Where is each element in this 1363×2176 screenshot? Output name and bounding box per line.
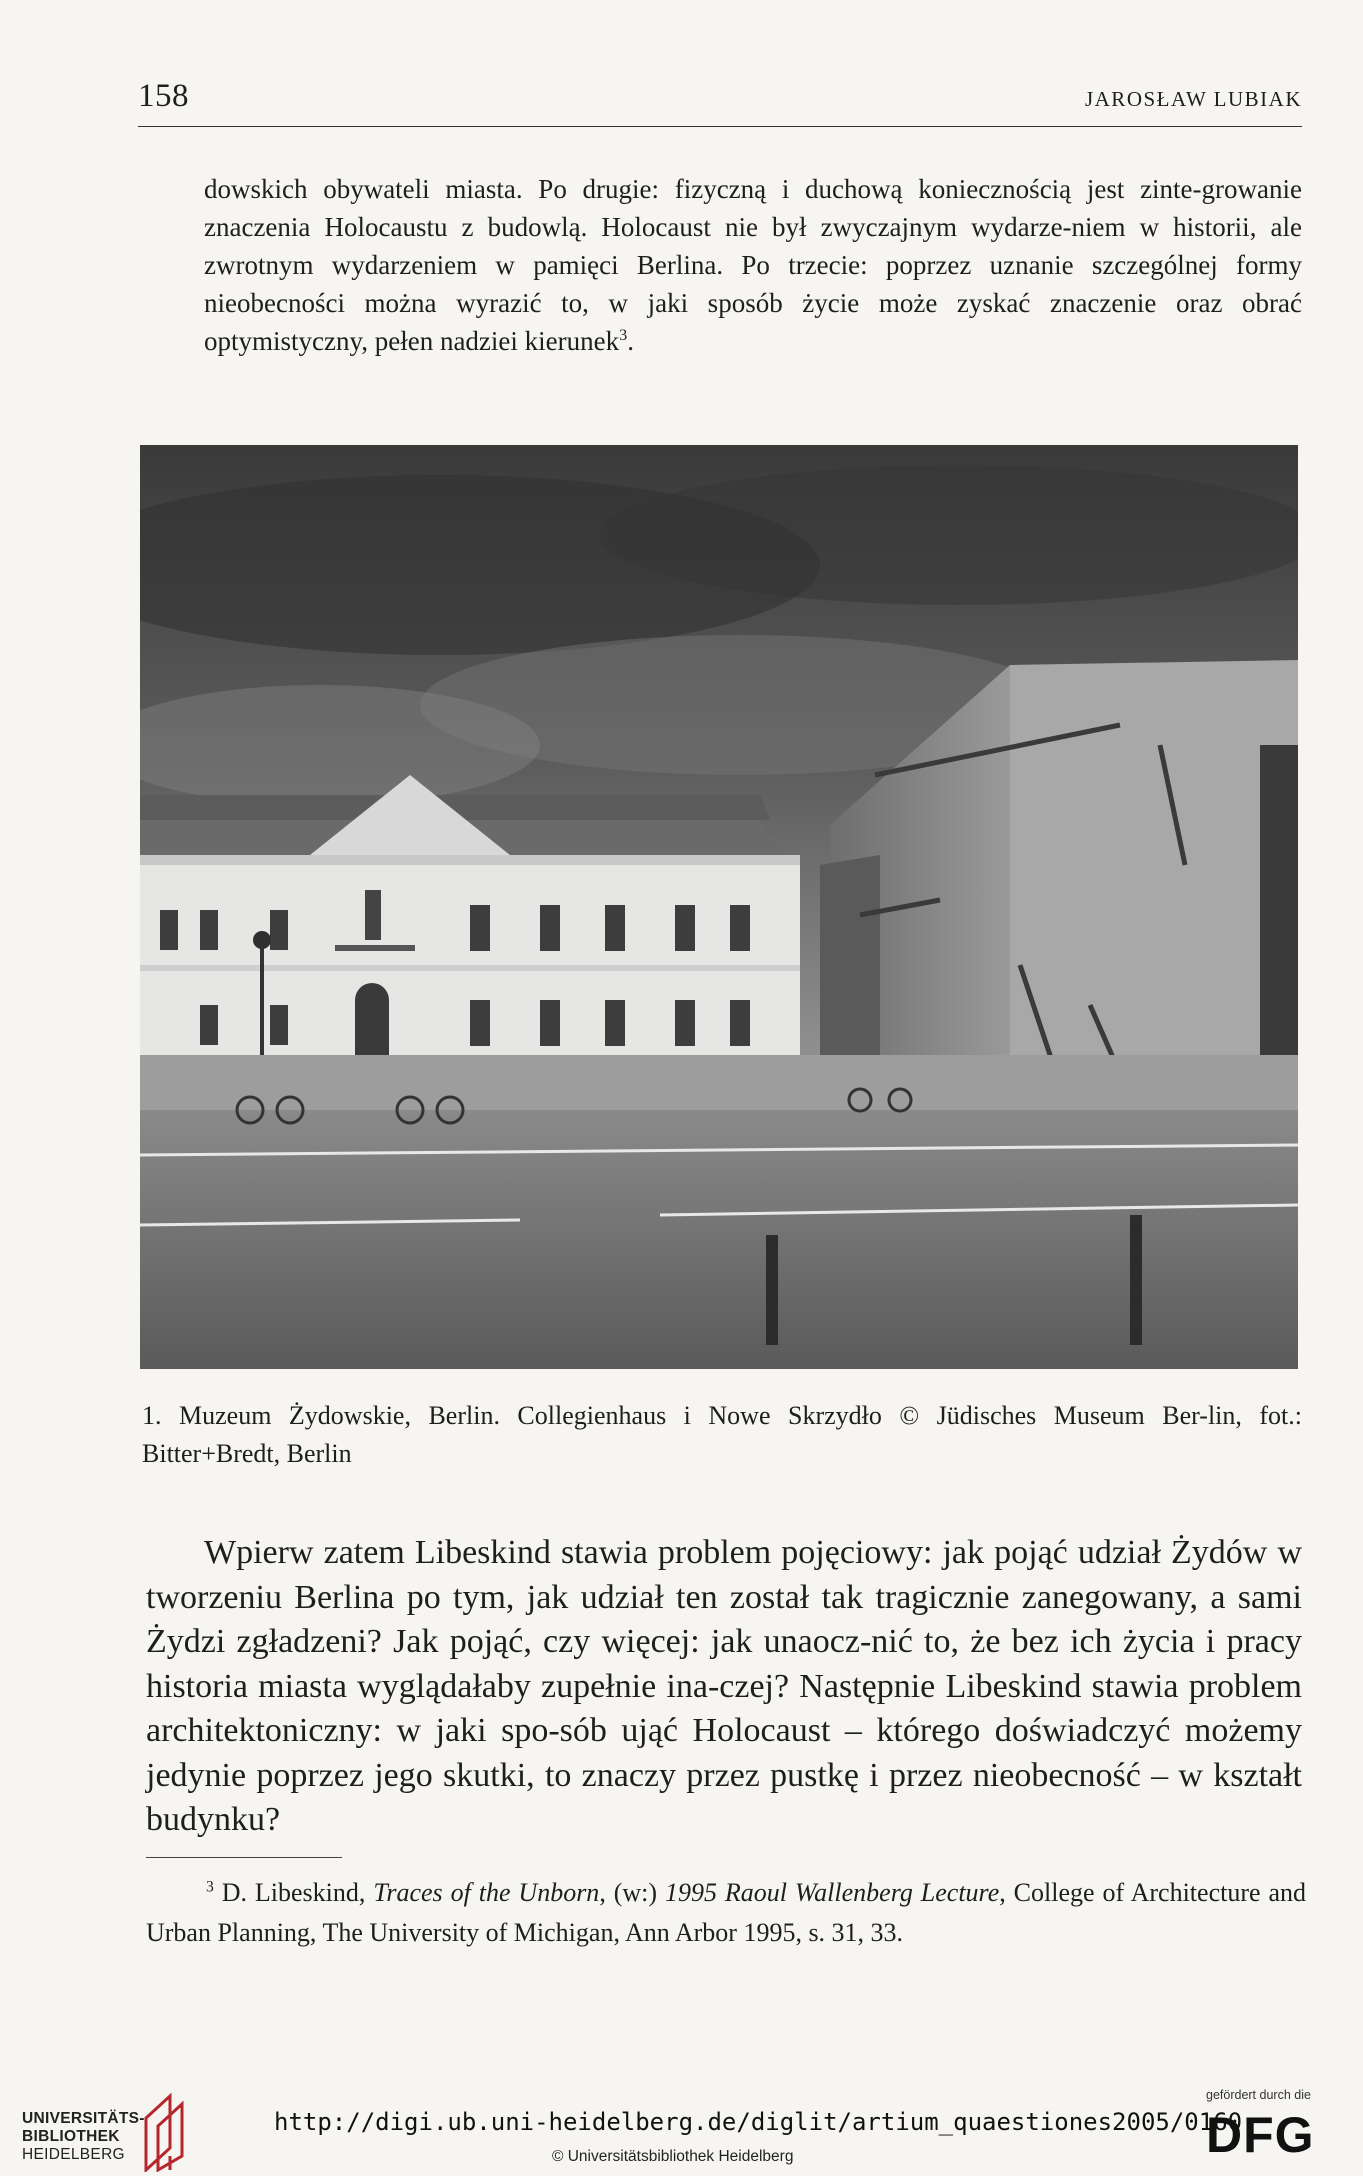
intro-paragraph	[204, 170, 1302, 360]
footnote-divider	[146, 1857, 342, 1858]
footnote-reference[interactable]: 3	[619, 326, 628, 344]
page-number: 158	[138, 78, 189, 114]
footnote	[146, 1873, 1306, 1953]
footnote-author: D. Libeskind,	[213, 1878, 374, 1907]
library-logo-icon[interactable]	[140, 2090, 192, 2172]
copyright-notice: © Universitätsbibliothek Heidelberg	[552, 2148, 794, 2165]
sponsor-tagline: gefördert durch die	[1206, 2088, 1311, 2102]
footnote-number: 3	[206, 1878, 214, 1896]
intro-paragraph-end: .	[627, 326, 634, 356]
digitization-footer	[0, 2076, 1363, 2176]
page-header	[138, 78, 1302, 127]
running-head: JAROSŁAW LUBIAK	[1084, 87, 1302, 111]
library-name-line3: HEIDELBERG	[22, 2146, 125, 2163]
footnote-title: Traces of the Unborn	[373, 1878, 600, 1907]
photo-caption: 1. Muzeum Żydowskie, Berlin. Collegienhaus i Nowe Skrzydło © Jüdisches Museum Ber-lin, fot.: Bitter+Bredt, Berlin	[142, 1401, 1302, 1468]
dfg-logo[interactable]: DFG	[1206, 2107, 1315, 2163]
permalink-url[interactable]: http://digi.ub.uni-heidelberg.de/diglit/artium_quaestiones2005/0160	[274, 2108, 1243, 2136]
footnote-rest: , College of Architecture and Urban Planning, The University of Michigan, Ann Arbor 1995, s. 31, 33.	[146, 1878, 1306, 1947]
library-name-line1: UNIVERSITÄTS-	[22, 2110, 145, 2127]
intro-paragraph-text: dowskich obywateli miasta. Po drugie: fizyczną i duchową koniecznością jest zinte-growanie znaczenia Holocaustu z budowlą. Holocaust nie był zwyczajnym wydarze-niem w historii, ale zwrotnym wydarzeniem w pamięci Berlina. Po trzecie: poprzez uznanie szczególnej formy nieobecności można wyrazić to, w jaki sposób życie może zyskać znaczenie oraz obrać optymistyczny, pełen nadziei kierunek	[204, 174, 1302, 356]
museum-photograph	[140, 445, 1298, 1369]
main-paragraph: Wpierw zatem Libeskind stawia problem pojęciowy: jak pojąć udział Żydów w tworzeniu Berlina po tym, jak udział ten został tak tragicznie zanegowany, a sami Żydzi zgładzeni? Jak pojąć, czy więcej: jak unaocz-nić to, że bez ich życia i pracy historia miasta wyglądałaby zupełnie ina-czej? Następnie Libeskind stawia problem architektoniczny: w jaki spo-sób ująć Holocaust – którego doświadczyć możemy jedynie poprzez jego skutki, to znaczy przez pustkę i przez nieobecność – w kształt budynku?	[146, 1534, 1302, 1838]
footnote-mid: , (w:)	[599, 1878, 665, 1907]
footnote-lecture: 1995 Raoul Wallenberg Lecture	[664, 1878, 1000, 1907]
library-name[interactable]	[22, 2110, 145, 2164]
museum-photograph-image	[140, 445, 1298, 1369]
library-name-line2: BIBLIOTHEK	[22, 2128, 120, 2145]
